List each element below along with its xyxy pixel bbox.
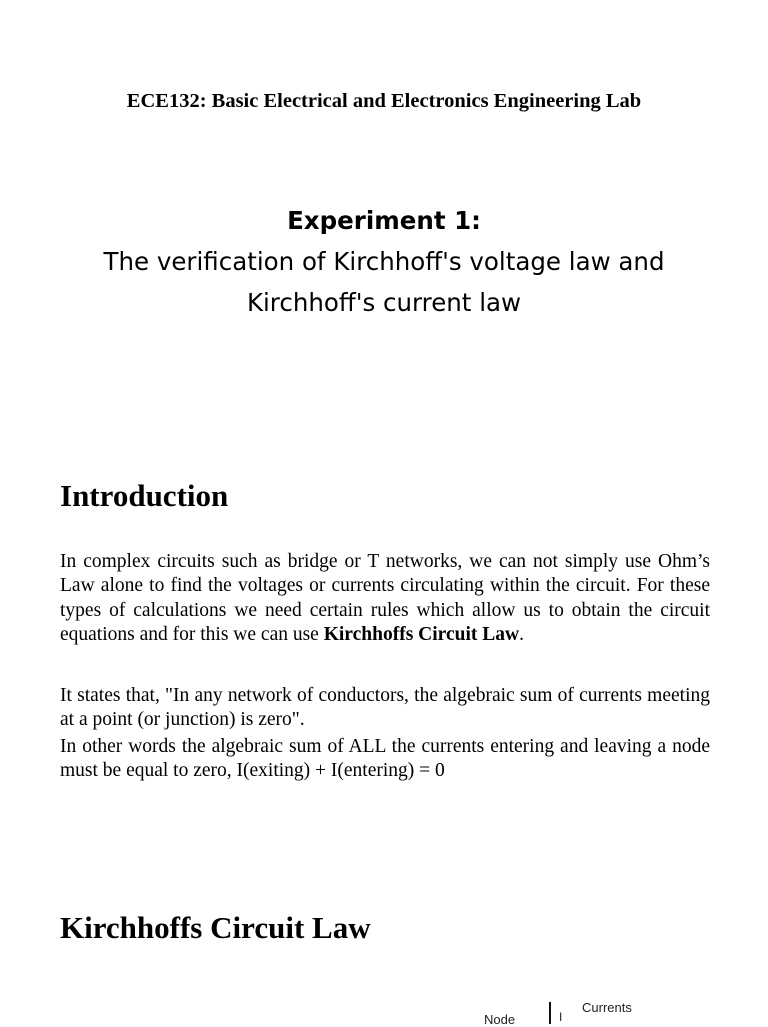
intro-paragraph-2: It states that, "In any network of conductors, the algebraic sum of currents meeting at a point (or junction) is zero".	[60, 685, 710, 731]
intro-paragraph-1	[60, 550, 710, 648]
experiment-title-line-1: The verification of Kirchhoff's voltage law and	[103, 247, 665, 276]
kirchhoffs-circuit-law-heading: Kirchhoffs Circuit Law	[60, 910, 371, 945]
figure-current-symbol: I	[559, 1010, 563, 1024]
experiment-title-block	[0, 200, 768, 323]
introduction-heading: Introduction	[60, 478, 229, 513]
figure-node-label: Node	[484, 1012, 516, 1027]
intro-paragraph-3: In other words the algebraic sum of ALL the currents entering and leaving a node must be equal to zero, I(exiting) + I(entering) = 0	[60, 736, 710, 782]
figure-currents-label: Currents	[582, 1000, 632, 1015]
course-title: ECE132: Basic Electrical and Electronics Engineering Lab	[126, 90, 642, 112]
node-currents-figure	[470, 996, 670, 1027]
intro-paragraph-1-end: .	[519, 624, 524, 646]
kirchhoffs-circuit-law-term: Kirchhoffs Circuit Law	[323, 624, 520, 646]
intro-paragraph-1-text: In complex circuits such as bridge or T networks, we can not simply use Ohm’s Law alone to find the voltages or currents circulating within the circuit. For these types of calculations we need certain rules which allow us to obtain the circuit equations and for this we can use	[60, 551, 710, 646]
experiment-title-line-2: Kirchhoff's current law	[246, 288, 522, 317]
experiment-heading: Experiment 1:	[287, 206, 481, 235]
figure-node-line	[549, 1002, 551, 1024]
